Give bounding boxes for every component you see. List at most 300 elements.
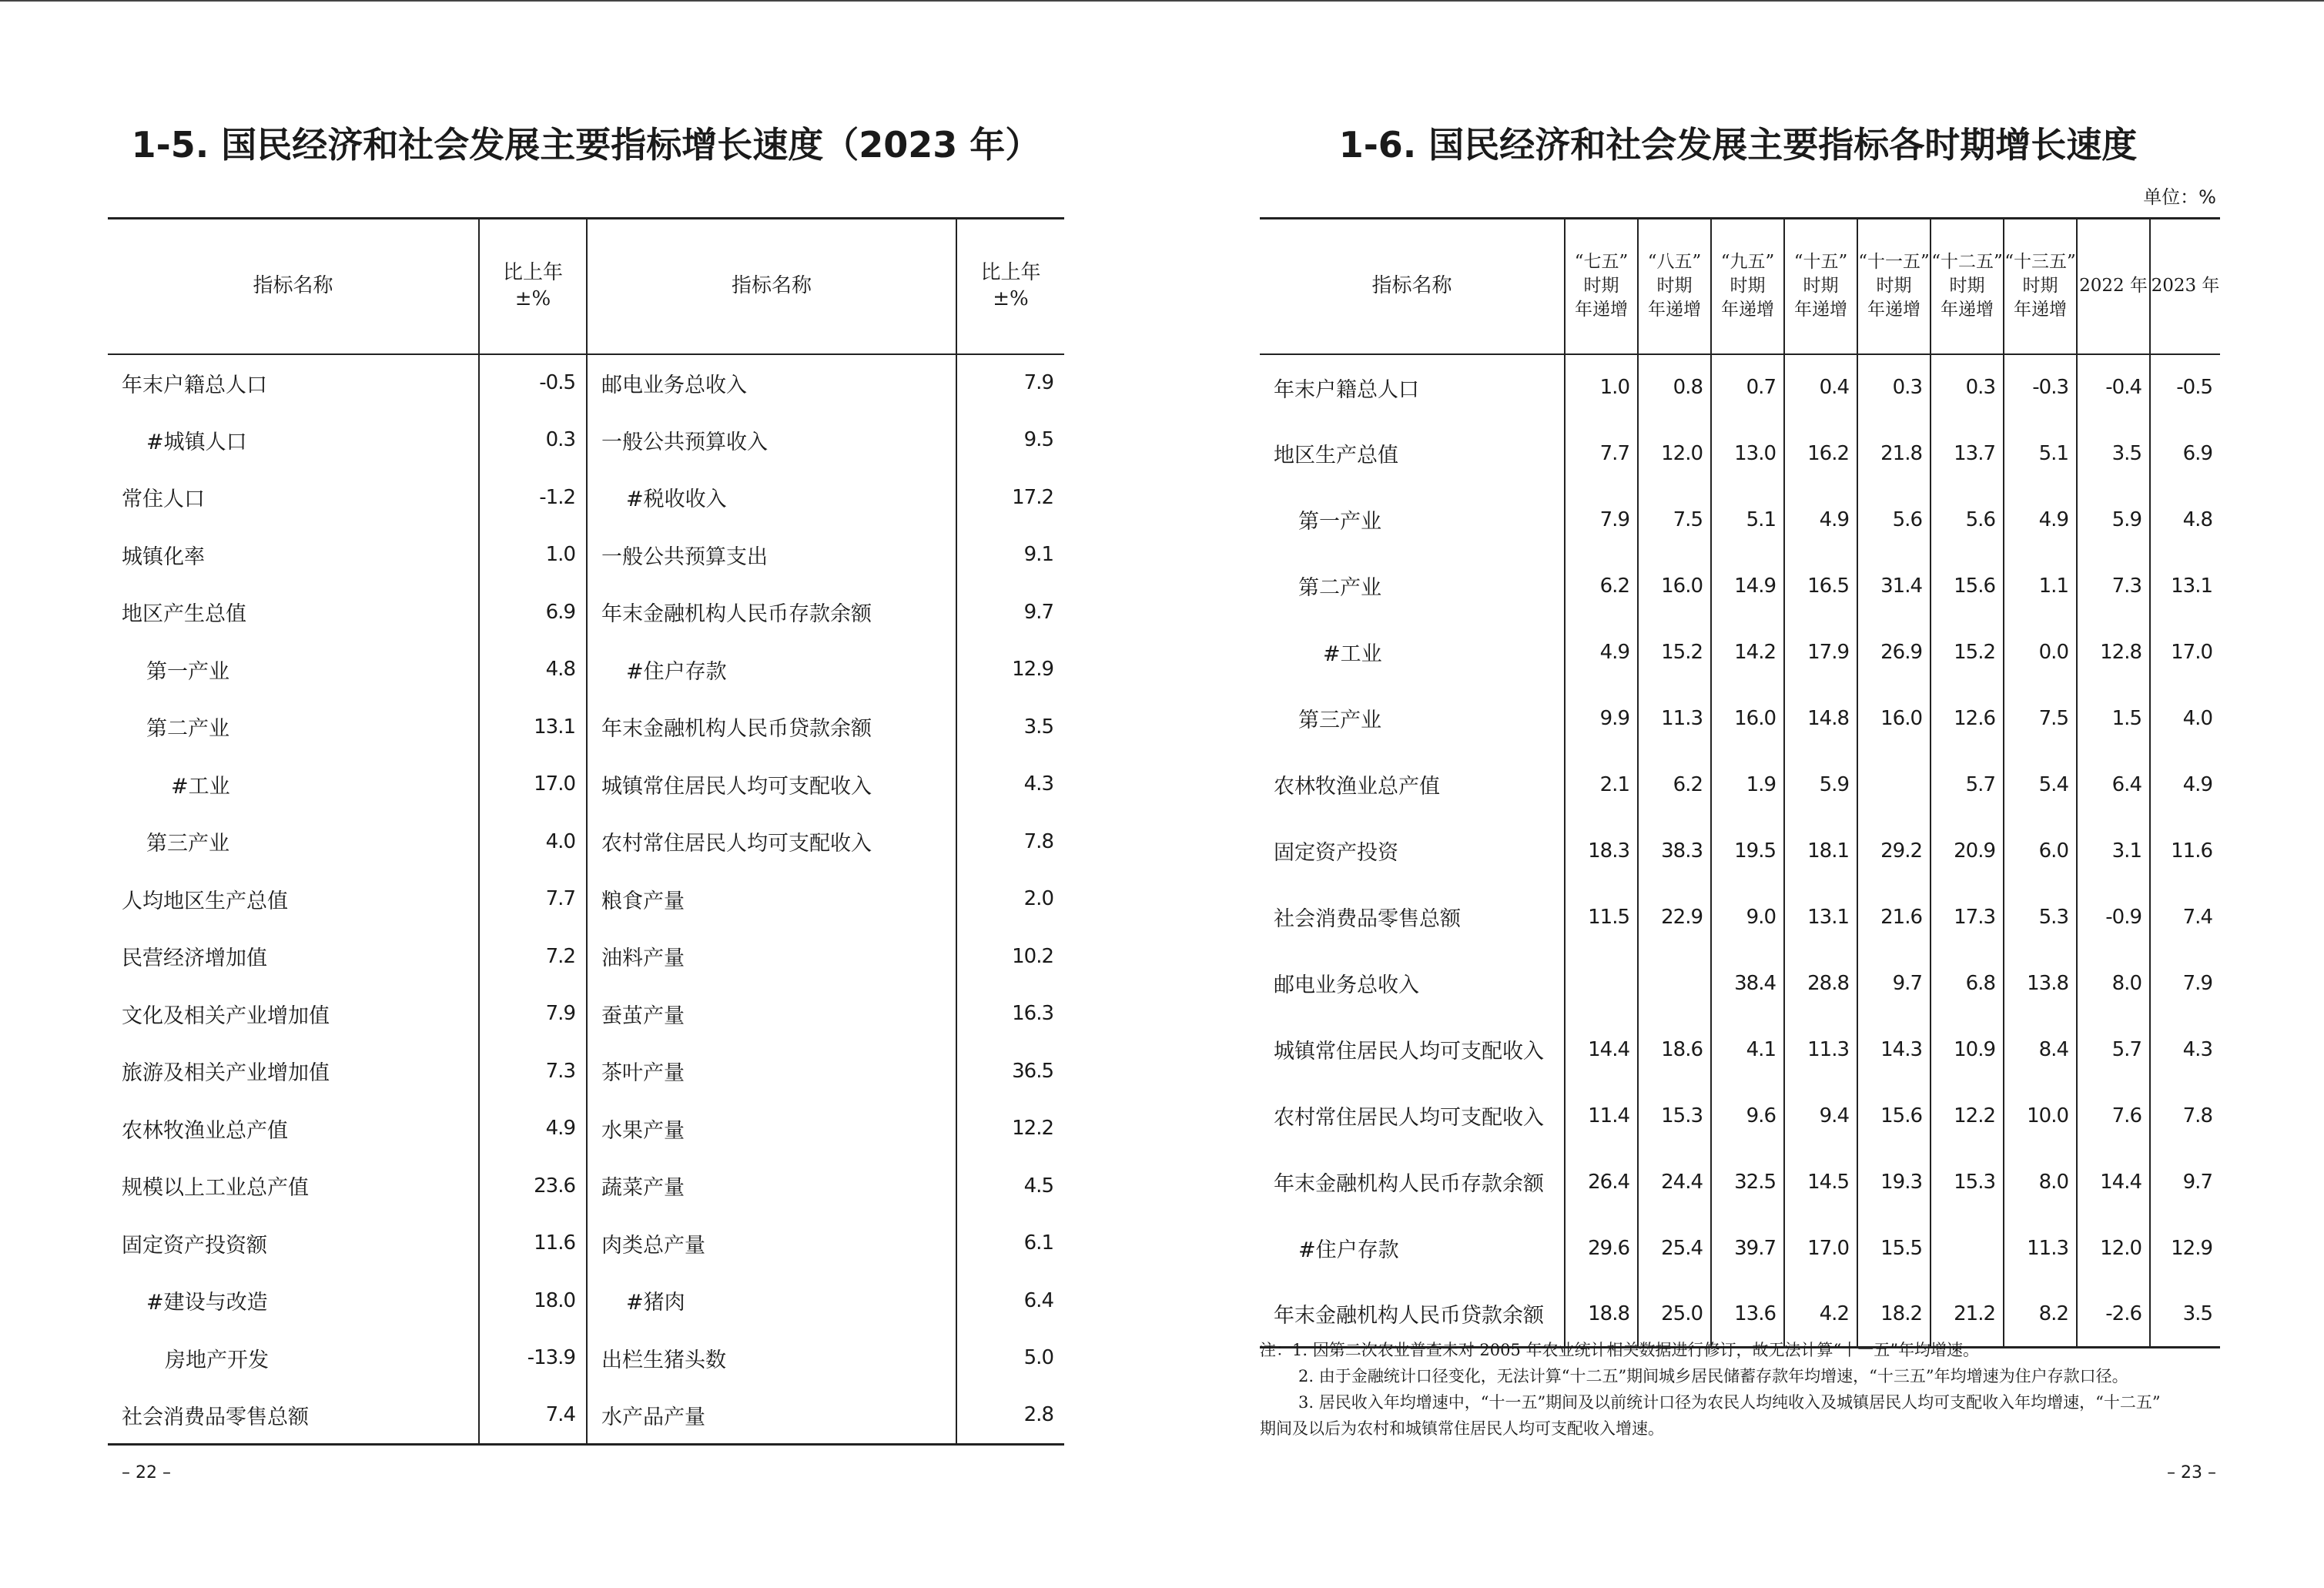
indicator-name: 社会消费品零售总额 — [108, 1387, 479, 1445]
table-row — [1260, 818, 2220, 884]
indicator-value: 4.9 — [2004, 487, 2077, 553]
indicator-value: 10.2 — [1012, 944, 1053, 968]
indicator-value: 6.2 — [1565, 553, 1638, 619]
indicator-value: 11.3 — [2004, 1215, 2077, 1281]
indicator-value: 7.8 — [2182, 1104, 2212, 1127]
indicator-value: 9.1 — [1023, 543, 1053, 567]
indicator-value: 12.0 — [2077, 1215, 2150, 1281]
indicator-value: 17.0 — [479, 755, 587, 813]
indicator-value: 7.8 — [1023, 829, 1053, 853]
indicator-value — [1638, 950, 1711, 1017]
indicator-name: 水果产量 — [587, 1100, 956, 1157]
header-indicator-name-2: 指标名称 — [587, 219, 956, 354]
header-period-line: 年递增 — [1721, 300, 1774, 320]
header-year-2023: 2023 年 — [2150, 219, 2220, 354]
indicator-value: 25.0 — [1638, 1281, 1711, 1348]
indicator-value: 13.1 — [1784, 884, 1857, 950]
indicator-value: 5.1 — [1711, 487, 1784, 553]
table-1-6-title: 1-6. 国民经济和社会发展主要指标各时期增长速度 — [1338, 124, 2138, 166]
indicator-value: 1.0 — [1565, 354, 1638, 420]
indicator-value: 21.2 — [1931, 1281, 2004, 1348]
indicator-value: 4.0 — [479, 813, 587, 871]
indicator-value: 11.3 — [1638, 685, 1711, 752]
indicator-value: 4.2 — [1784, 1281, 1857, 1348]
indicator-value: 18.2 — [1857, 1281, 1931, 1348]
indicator-value: 9.6 — [1711, 1083, 1784, 1149]
indicator-value — [1931, 1215, 2004, 1281]
indicator-name: 年末金融机构人民币存款余额 — [1260, 1149, 1565, 1215]
indicator-value: 24.4 — [1638, 1149, 1711, 1215]
indicator-value: 4.9 — [1784, 487, 1857, 553]
indicator-value: 5.0 — [1023, 1346, 1053, 1370]
indicator-name: 水产品产量 — [587, 1387, 956, 1445]
indicator-name: 城镇常住居民人均可支配收入 — [587, 755, 956, 813]
indicator-name: 第二产业 — [108, 699, 479, 756]
indicator-value: 21.6 — [1857, 884, 1931, 950]
indicator-value: 7.9 — [479, 985, 587, 1043]
header-period-line: 年递增 — [1867, 300, 1920, 320]
indicator-value: 4.5 — [1023, 1174, 1053, 1198]
indicator-value: 5.9 — [2077, 487, 2150, 553]
table-row — [1260, 884, 2220, 950]
table-row — [108, 526, 1064, 584]
indicator-value: 17.3 — [1931, 884, 2004, 950]
indicator-name: 地区产生总值 — [108, 584, 479, 642]
indicator-name: 固定资产投资额 — [108, 1214, 479, 1272]
indicator-value: 5.7 — [2077, 1017, 2150, 1083]
indicator-value: 5.6 — [1857, 487, 1931, 553]
indicator-value: 16.0 — [1711, 685, 1784, 752]
indicator-value: 15.3 — [1931, 1149, 2004, 1215]
indicator-name: 蔬菜产量 — [587, 1157, 956, 1215]
indicator-value: 0.3 — [479, 411, 587, 469]
indicator-value: 2.1 — [1565, 752, 1638, 818]
table-row — [108, 1329, 1064, 1387]
indicator-value: 8.2 — [2004, 1281, 2077, 1348]
indicator-value: 9.7 — [2182, 1170, 2212, 1194]
indicator-value: 9.7 — [1857, 950, 1931, 1017]
indicator-value: 21.8 — [1857, 420, 1931, 487]
indicator-value: -13.9 — [479, 1329, 587, 1387]
table-row — [108, 699, 1064, 756]
header-period — [1784, 219, 1857, 354]
indicator-value: 14.2 — [1711, 619, 1784, 685]
header-period-line: 时期 — [1876, 276, 1912, 296]
indicator-value: 0.3 — [1931, 354, 2004, 420]
table-1-5-header-row — [108, 219, 1064, 354]
header-period — [1711, 219, 1784, 354]
indicator-value: 36.5 — [1012, 1059, 1053, 1083]
table-row — [1260, 553, 2220, 619]
indicator-value: 14.4 — [1565, 1017, 1638, 1083]
indicator-value: 3.5 — [1023, 715, 1053, 739]
indicator-value: 15.2 — [1931, 619, 2004, 685]
indicator-value: 13.0 — [1711, 420, 1784, 487]
indicator-value: 26.4 — [1565, 1149, 1638, 1215]
note-2: 2. 由于金融统计口径变化，无法计算“十二五”期间城乡居民储蓄存款年均增速，“十三五”年均增速为住户存款口径。 — [1298, 1367, 2128, 1385]
indicator-name: 年末金融机构人民币贷款余额 — [587, 699, 956, 756]
indicator-value: 10.9 — [1931, 1017, 2004, 1083]
indicator-value: 7.4 — [479, 1387, 587, 1445]
table-row — [108, 469, 1064, 527]
indicator-value: 12.2 — [1931, 1083, 2004, 1149]
indicator-value: 6.9 — [479, 584, 587, 642]
indicator-value: -0.3 — [2004, 354, 2077, 420]
indicator-value: 4.8 — [479, 641, 587, 699]
header-yoy-change — [479, 219, 587, 354]
indicator-value: -2.6 — [2077, 1281, 2150, 1348]
header-indicator-name: 指标名称 — [108, 219, 479, 354]
indicator-name: 第三产业 — [108, 813, 479, 871]
indicator-value: 5.6 — [1931, 487, 2004, 553]
indicator-value: 5.4 — [2004, 752, 2077, 818]
indicator-name: 茶叶产量 — [587, 1043, 956, 1101]
indicator-value: 15.5 — [1857, 1215, 1931, 1281]
header-period-line: “八五” — [1647, 252, 1702, 273]
table-1-5-title: 1-5. 国民经济和社会发展主要指标增长速度（2023 年） — [131, 124, 1041, 166]
indicator-value: 4.9 — [2182, 772, 2212, 796]
indicator-value: 29.6 — [1565, 1215, 1638, 1281]
indicator-name: 年末户籍总人口 — [1260, 354, 1565, 420]
indicator-value: 15.6 — [1857, 1083, 1931, 1149]
indicator-name: 第三产业 — [1260, 685, 1565, 752]
header-period-line: “十二五” — [1931, 252, 2003, 273]
table-row — [108, 985, 1064, 1043]
indicator-value: 12.0 — [1638, 420, 1711, 487]
table-1-6 — [1260, 217, 2220, 1348]
indicator-value: 3.5 — [2077, 420, 2150, 487]
table-row — [108, 1100, 1064, 1157]
indicator-name: #工业 — [108, 755, 479, 813]
indicator-value: 8.4 — [2004, 1017, 2077, 1083]
indicator-value — [1565, 950, 1638, 1017]
header-indicator-name-right: 指标名称 — [1260, 219, 1565, 354]
header-period-line: 年递增 — [2014, 300, 2067, 320]
indicator-name: #税收收入 — [587, 469, 956, 527]
unit-label: 单位：% — [2143, 186, 2216, 208]
indicator-value: 7.3 — [479, 1043, 587, 1101]
indicator-value: 9.4 — [1784, 1083, 1857, 1149]
indicator-name: 城镇化率 — [108, 526, 479, 584]
indicator-value: 6.4 — [1023, 1288, 1053, 1312]
note-3: 3. 居民收入年均增速中，“十一五”期间及以前统计口径为农民人均纯收入及城镇居民人均可支配收入年均增速，“十二五” — [1298, 1393, 2161, 1412]
indicator-name: 年末金融机构人民币存款余额 — [587, 584, 956, 642]
indicator-value: 9.7 — [1023, 600, 1053, 624]
indicator-name: 房地产开发 — [108, 1329, 479, 1387]
indicator-value: 14.3 — [1857, 1017, 1931, 1083]
indicator-value: 6.2 — [1638, 752, 1711, 818]
header-period — [1565, 219, 1638, 354]
indicator-value: 9.9 — [1565, 685, 1638, 752]
indicator-value: 4.0 — [2182, 706, 2212, 730]
table-row — [1260, 1017, 2220, 1083]
indicator-value: 26.9 — [1857, 619, 1931, 685]
header-period-line: “七五” — [1574, 252, 1629, 273]
indicator-value: 4.9 — [1565, 619, 1638, 685]
indicator-value: 11.3 — [1784, 1017, 1857, 1083]
indicator-name: 邮电业务总收入 — [587, 354, 956, 412]
indicator-value: 16.2 — [1784, 420, 1857, 487]
indicator-value: 18.1 — [1784, 818, 1857, 884]
indicator-value: 13.1 — [2171, 574, 2212, 598]
header-period-line: 时期 — [1949, 276, 1985, 296]
indicator-value: 4.1 — [1711, 1017, 1784, 1083]
indicator-value — [1857, 752, 1931, 818]
header-yoy-line2-2: ±% — [993, 286, 1029, 310]
indicator-value: 4.8 — [2182, 508, 2212, 531]
indicator-value: 16.0 — [1638, 553, 1711, 619]
indicator-value: 4.3 — [2182, 1037, 2212, 1061]
indicator-value: 1.0 — [479, 526, 587, 584]
indicator-name: #住户存款 — [1260, 1215, 1565, 1281]
indicator-name: 农村常住居民人均可支配收入 — [1260, 1083, 1565, 1149]
indicator-value: 17.9 — [1784, 619, 1857, 685]
indicator-value: 13.7 — [1931, 420, 2004, 487]
header-period-line: 时期 — [1803, 276, 1839, 296]
indicator-name: 一般公共预算收入 — [587, 411, 956, 469]
table-notes — [1260, 1337, 2230, 1442]
header-period-line: 时期 — [1583, 276, 1619, 296]
indicator-value: 9.5 — [1023, 428, 1053, 452]
indicator-value: 5.7 — [1931, 752, 2004, 818]
indicator-name: 第二产业 — [1260, 553, 1565, 619]
indicator-value: 31.4 — [1857, 553, 1931, 619]
indicator-value: 13.1 — [479, 699, 587, 756]
indicator-value: 12.6 — [1931, 685, 2004, 752]
indicator-name: 农林牧渔业总产值 — [1260, 752, 1565, 818]
indicator-name: 民营经济增加值 — [108, 928, 479, 986]
indicator-value: 28.8 — [1784, 950, 1857, 1017]
header-period-line: 时期 — [1656, 276, 1693, 296]
table-row — [108, 755, 1064, 813]
indicator-name: 规模以上工业总产值 — [108, 1157, 479, 1215]
indicator-name: 年末金融机构人民币贷款余额 — [1260, 1281, 1565, 1348]
indicator-value: 14.8 — [1784, 685, 1857, 752]
header-period — [2004, 219, 2077, 354]
header-yoy-line1: 比上年 — [502, 260, 563, 284]
header-yoy-line1-2: 比上年 — [980, 260, 1041, 284]
table-row — [1260, 619, 2220, 685]
indicator-value: 14.5 — [1784, 1149, 1857, 1215]
indicator-value: 11.6 — [2171, 839, 2212, 863]
indicator-value: 7.9 — [1565, 487, 1638, 553]
table-row — [1260, 950, 2220, 1017]
indicator-value: 7.7 — [1565, 420, 1638, 487]
indicator-name: #城镇人口 — [108, 411, 479, 469]
indicator-name: 常住人口 — [108, 469, 479, 527]
indicator-value: 18.8 — [1565, 1281, 1638, 1348]
indicator-value: 10.0 — [2004, 1083, 2077, 1149]
indicator-name: 固定资产投资 — [1260, 818, 1565, 884]
indicator-value: 38.3 — [1638, 818, 1711, 884]
header-period — [1931, 219, 2004, 354]
header-period-line: 时期 — [2022, 276, 2058, 296]
indicator-name: 地区生产总值 — [1260, 420, 1565, 487]
header-yoy-line2: ±% — [514, 286, 551, 310]
table-row — [1260, 354, 2220, 420]
page-number-right: – 23 – — [2167, 1463, 2216, 1482]
indicator-value: 7.2 — [479, 928, 587, 986]
indicator-value: 1.1 — [2004, 553, 2077, 619]
indicator-value: -0.4 — [2077, 354, 2150, 420]
indicator-value: 5.3 — [2004, 884, 2077, 950]
indicator-value: 11.4 — [1565, 1083, 1638, 1149]
indicator-value: 20.9 — [1931, 818, 2004, 884]
header-period-line: “九五” — [1720, 252, 1775, 273]
indicator-value: 2.8 — [1023, 1403, 1053, 1426]
indicator-value: 19.3 — [1857, 1149, 1931, 1215]
indicator-name: 农林牧渔业总产值 — [108, 1100, 479, 1157]
indicator-value: 7.7 — [479, 870, 587, 928]
indicator-value: 16.5 — [1784, 553, 1857, 619]
indicator-value: 7.6 — [2077, 1083, 2150, 1149]
indicator-value: 1.5 — [2077, 685, 2150, 752]
indicator-value: 0.0 — [2004, 619, 2077, 685]
indicator-value: 4.3 — [1023, 772, 1053, 796]
indicator-name: 邮电业务总收入 — [1260, 950, 1565, 1017]
indicator-name: 旅游及相关产业增加值 — [108, 1043, 479, 1101]
indicator-value: 0.3 — [1857, 354, 1931, 420]
indicator-value: 6.4 — [2077, 752, 2150, 818]
table-row — [108, 870, 1064, 928]
table-row — [1260, 752, 2220, 818]
indicator-value: 16.0 — [1857, 685, 1931, 752]
header-period-line: “十五” — [1793, 252, 1848, 273]
table-row — [1260, 420, 2220, 487]
indicator-value: 7.4 — [2182, 905, 2212, 929]
indicator-value: 39.7 — [1711, 1215, 1784, 1281]
indicator-name: #住户存款 — [587, 641, 956, 699]
indicator-value: 9.0 — [1711, 884, 1784, 950]
header-year-2022: 2022 年 — [2077, 219, 2150, 354]
indicator-value: -0.5 — [2176, 376, 2212, 399]
indicator-value: 17.0 — [2171, 640, 2212, 664]
table-row — [1260, 1215, 2220, 1281]
indicator-value: 17.2 — [1012, 485, 1053, 509]
table-row — [1260, 1083, 2220, 1149]
indicator-value: 0.8 — [1638, 354, 1711, 420]
table-row — [108, 1272, 1064, 1330]
note-4: 期间及以后为农村和城镇常住居民人均可支配收入增速。 — [1260, 1419, 1664, 1438]
indicator-name: 蚕茧产量 — [587, 985, 956, 1043]
indicator-value: 12.9 — [1012, 658, 1053, 682]
header-period — [1638, 219, 1711, 354]
indicator-value: 7.9 — [2182, 971, 2212, 995]
table-row — [108, 1387, 1064, 1445]
indicator-value: 16.3 — [1012, 1002, 1053, 1026]
indicator-name: 人均地区生产总值 — [108, 870, 479, 928]
header-period-line: 年递增 — [1941, 300, 1994, 320]
table-row — [108, 1214, 1064, 1272]
header-period — [1857, 219, 1931, 354]
indicator-value: 8.0 — [2077, 950, 2150, 1017]
indicator-value: 13.8 — [2004, 950, 2077, 1017]
header-period-line: 年递增 — [1575, 300, 1628, 320]
indicator-value: 6.0 — [2004, 818, 2077, 884]
indicator-name: 粮食产量 — [587, 870, 956, 928]
header-period-line: 年递增 — [1648, 300, 1701, 320]
indicator-name: 年末户籍总人口 — [108, 354, 479, 412]
table-row — [108, 1043, 1064, 1101]
indicator-value: 6.8 — [1931, 950, 2004, 1017]
indicator-value: 2.0 — [1023, 887, 1053, 911]
indicator-value: 32.5 — [1711, 1149, 1784, 1215]
indicator-value: -0.5 — [479, 354, 587, 412]
indicator-value: 22.9 — [1638, 884, 1711, 950]
header-yoy-change-2 — [956, 219, 1064, 354]
indicator-name: 第一产业 — [108, 641, 479, 699]
indicator-value: 15.3 — [1638, 1083, 1711, 1149]
indicator-value: 18.6 — [1638, 1017, 1711, 1083]
table-1-5 — [108, 217, 1064, 1446]
table-row — [108, 813, 1064, 871]
indicator-value: 12.9 — [2171, 1236, 2212, 1260]
indicator-value: 11.5 — [1565, 884, 1638, 950]
note-1: 注：1. 因第二次农业普查未对 2005 年农业统计相关数据进行修订，故无法计算“十一五”年均增速。 — [1260, 1341, 1979, 1359]
indicator-value: 3.5 — [2182, 1302, 2212, 1325]
indicator-name: #建设与改造 — [108, 1272, 479, 1330]
indicator-value: 6.1 — [1023, 1231, 1053, 1255]
indicator-value: 25.4 — [1638, 1215, 1711, 1281]
indicator-value: 19.5 — [1711, 818, 1784, 884]
table-row — [108, 1157, 1064, 1215]
indicator-value: 38.4 — [1711, 950, 1784, 1017]
indicator-value: 14.4 — [2077, 1149, 2150, 1215]
header-period-line: 时期 — [1730, 276, 1766, 296]
indicator-value: 0.4 — [1784, 354, 1857, 420]
indicator-value: 11.6 — [479, 1214, 587, 1272]
table-row — [108, 641, 1064, 699]
header-period-line: 年递增 — [1794, 300, 1847, 320]
page-number-left: – 22 – — [122, 1463, 171, 1482]
indicator-value: 8.0 — [2004, 1149, 2077, 1215]
indicator-value: 18.3 — [1565, 818, 1638, 884]
indicator-name: #猪肉 — [587, 1272, 956, 1330]
indicator-name: 出栏生猪头数 — [587, 1329, 956, 1387]
indicator-value: 5.1 — [2004, 420, 2077, 487]
header-period-line: “十一五” — [1858, 252, 1930, 273]
indicator-value: 4.9 — [479, 1100, 587, 1157]
indicator-value: 5.9 — [1784, 752, 1857, 818]
indicator-value: 23.6 — [479, 1157, 587, 1215]
indicator-value: 7.3 — [2077, 553, 2150, 619]
indicator-name: 第一产业 — [1260, 487, 1565, 553]
table-row — [1260, 1149, 2220, 1215]
indicator-value: 29.2 — [1857, 818, 1931, 884]
table-row — [1260, 685, 2220, 752]
indicator-value: -0.9 — [2077, 884, 2150, 950]
table-row — [108, 928, 1064, 986]
indicator-value: 7.5 — [1638, 487, 1711, 553]
table-row — [1260, 487, 2220, 553]
indicator-value: -1.2 — [479, 469, 587, 527]
indicator-value: 7.9 — [1023, 371, 1053, 395]
table-row — [108, 411, 1064, 469]
indicator-value: 15.6 — [1931, 553, 2004, 619]
indicator-value: 12.2 — [1012, 1117, 1053, 1141]
table-row — [108, 584, 1064, 642]
indicator-value: 1.9 — [1711, 752, 1784, 818]
indicator-value: 6.9 — [2182, 441, 2212, 465]
indicator-value: 14.9 — [1711, 553, 1784, 619]
indicator-name: 社会消费品零售总额 — [1260, 884, 1565, 950]
indicator-name: #工业 — [1260, 619, 1565, 685]
table-row — [108, 354, 1064, 412]
indicator-value: 13.6 — [1711, 1281, 1784, 1348]
right-page — [1260, 0, 2220, 1588]
indicator-value: 7.5 — [2004, 685, 2077, 752]
table-1-6-header-row — [1260, 219, 2220, 354]
